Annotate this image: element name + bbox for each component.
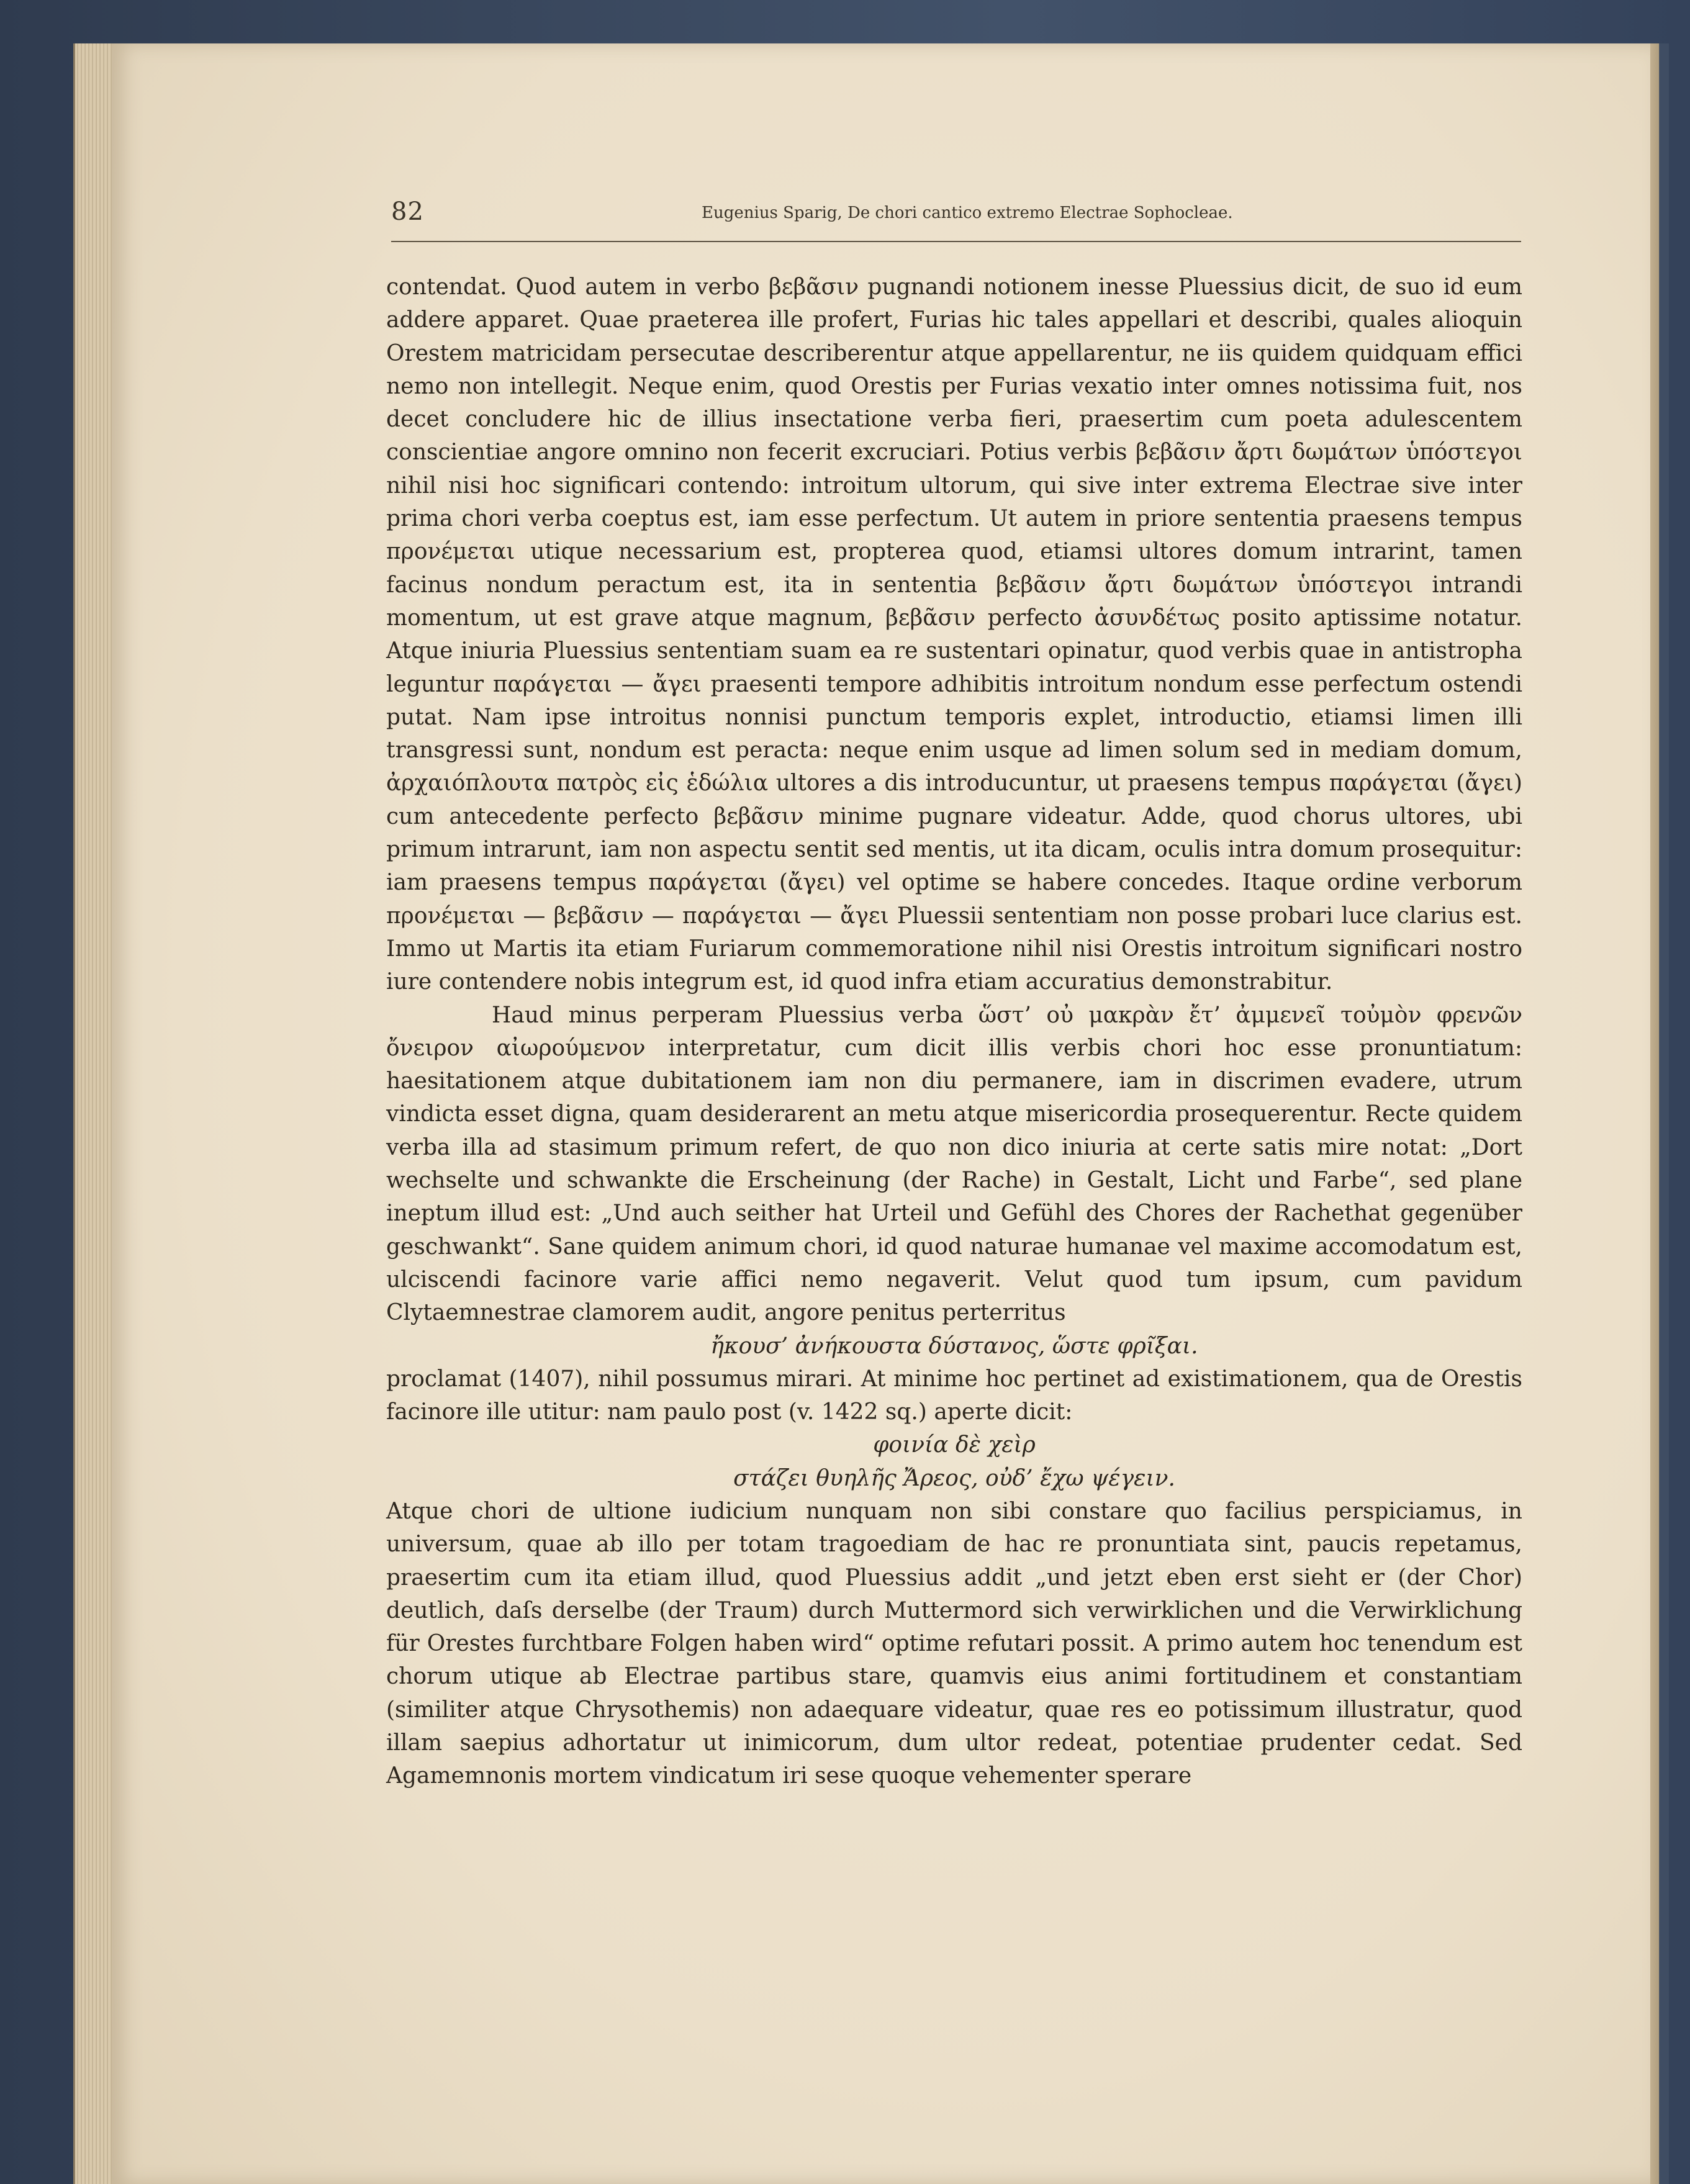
greek-quotation-2-line-2: στάζει θυηλῆς Ἄρεος, οὐδ’ ἔχω ψέγειν. bbox=[733, 1465, 1175, 1491]
greek-quotation-1: ἤκουσ’ ἀνήκουστα δύστανος, ὥστε φρῖξαι. bbox=[710, 1333, 1198, 1359]
paragraph-2: Haud minus perperam Pluessius verba ὥστ’ οὐ μακρὰν ἔτ’ ἀμμενεῖ τοὐμὸν φρενῶν ὄνειρον αἰωρούμενον interpretatur, cum dicit illis verbis chori hoc esse pronuntiatum: haesitationem atque dubitationem iam non diu permanere, iam in discrimen evadere, utrum vindicta esset digna, quam desiderarent an metu atque misericordia prosequerentur. Recte quidem verba illa ad stasimum primum refert, de quo non dico iniuria at certe satis mire notat: „Dort wechselte und schwankte die Erscheinung (der Rache) in Gestalt, Licht und Farbe“, sed plane ineptum illud est: „Und auch seither hat Urteil und Gefühl des Chores der Rachethat gegenüber geschwankt“. Sane quidem animum chori, id quod naturae humanae vel maxime accomodatum est, ulciscendi facinore varie affici nemo negaverit. Velut quod tum ipsum, cum pavidum Clytaemnestrae clamorem audit, angore penitus perterritus bbox=[386, 1002, 1522, 1326]
running-head bbox=[391, 197, 1521, 235]
body-text bbox=[386, 271, 1522, 1793]
paragraph-4: Atque chori de ultione iudicium nunquam non sibi constare quo facilius perspiciamus, in universum, quae ab illo per totam tragoediam de hac re pronuntiata sint, paucis repetamus, praesertim cum ita etiam illud, quod Pluessius addit „und jetzt eben erst sieht er (der Chor) deutlich, daſs derselbe (der Traum) durch Muttermord sich verwirklichen und die Verwirklichung für Orestes furchtbare Folgen haben wird“ optime refutari possit. A primo autem hoc tenendum est chorum utique ab Electrae partibus stare, quamvis eius animi fortitudinem et constantiam (similiter atque Chrysothemis) non adaequare videatur, quae res eo potissimum illustratur, quod illam saepius adhortatur ut inimicorum, dum ultor redeat, potentiae prudenter cedat. Sed Agamemnonis mortem vindicatum iri sese quoque vehementer sperare bbox=[386, 1498, 1522, 1789]
book-page-edges bbox=[73, 43, 115, 2184]
paragraph-1: contendat. Quod autem in verbo βεβᾶσιν pugnandi notionem inesse Pluessius dicit, de suo id eum addere apparet. Quae praeterea ille profert, Furias hic tales appellari et describi, quales alioquin Orestem matricidam persecutae describerentur atque appellarentur, ne iis quidem quidquam effici nemo non intellegit. Neque enim, quod Orestis per Furias vexatio inter omnes notissima fuit, nos decet concludere hic de illius insectatione verba fieri, praesertim cum poeta adulescentem conscientiae angore omnino non fecerit excruciari. Potius verbis βεβᾶσιν ἄρτι δωμάτων ὑπόστεγοι nihil nisi hoc significari contendo: introitum ultorum, qui sive inter extrema Electrae sive inter prima chori verba coeptus est, iam esse perfectum. Ut autem in priore sententia praesens tempus προνέμεται utique necessarium est, propterea quod, etiamsi ultores domum intrarint, tamen facinus nondum peractum est, ita in sententia βεβᾶσιν ἄρτι δωμάτων ὑπόστεγοι intrandi momentum, ut est grave atque magnum, βεβᾶσιν perfecto ἀσυνδέτως posito aptissime notatur. Atque iniuria Pluessius sententiam suam ea re sustentari opinatur, quod verbis quae in antistropha leguntur παράγεται — ἄγει praesenti tempore adhibitis introitum nondum esse perfectum ostendi putat. Nam ipse introitus nonnisi punctum temporis explet, introductio, etiamsi limen illi transgressi sunt, nondum est peracta: neque enim usque ad limen solum sed in mediam domum, ἀρχαιόπλουτα πατρὸς εἰς ἑδώλια ultores a dis introducuntur, ut praesens tempus παράγεται (ἄγει) cum antecedente perfecto βεβᾶσιν minime pugnare videatur. Adde, quod chorus ultores, ubi primum intrarunt, iam non aspectu sentit sed mentis, ut ita dicam, oculis intra domum prosequitur: iam praesens tempus παράγεται (ἄγει) vel optime se habere concedes. Itaque ordine verborum προνέμεται — βεβᾶσιν — παράγεται — ἄγει Pluessii sententiam non posse probari luce clarius est. Immo ut Martis ita etiam Furiarum commemoratione nihil nisi Orestis introitum significari nostro iure contendere nobis integrum est, id quod infra etiam accuratius demonstrabitur. bbox=[386, 274, 1522, 995]
page-number: 82 bbox=[391, 197, 424, 226]
running-title: Eugenius Sparig, De chori cantico extremo Electrae Sophocleae. bbox=[702, 204, 1233, 222]
header-rule bbox=[391, 241, 1521, 242]
paragraph-3: proclamat (1407), nihil possumus mirari. At minime hoc pertinet ad existimationem, qua de Orestis facinore ille utitur: nam paulo post (v. 1422 sq.) aperte dicit: bbox=[386, 1366, 1522, 1425]
greek-quotation-2-line-1: φοινία δὲ χεὶρ bbox=[873, 1432, 1036, 1458]
